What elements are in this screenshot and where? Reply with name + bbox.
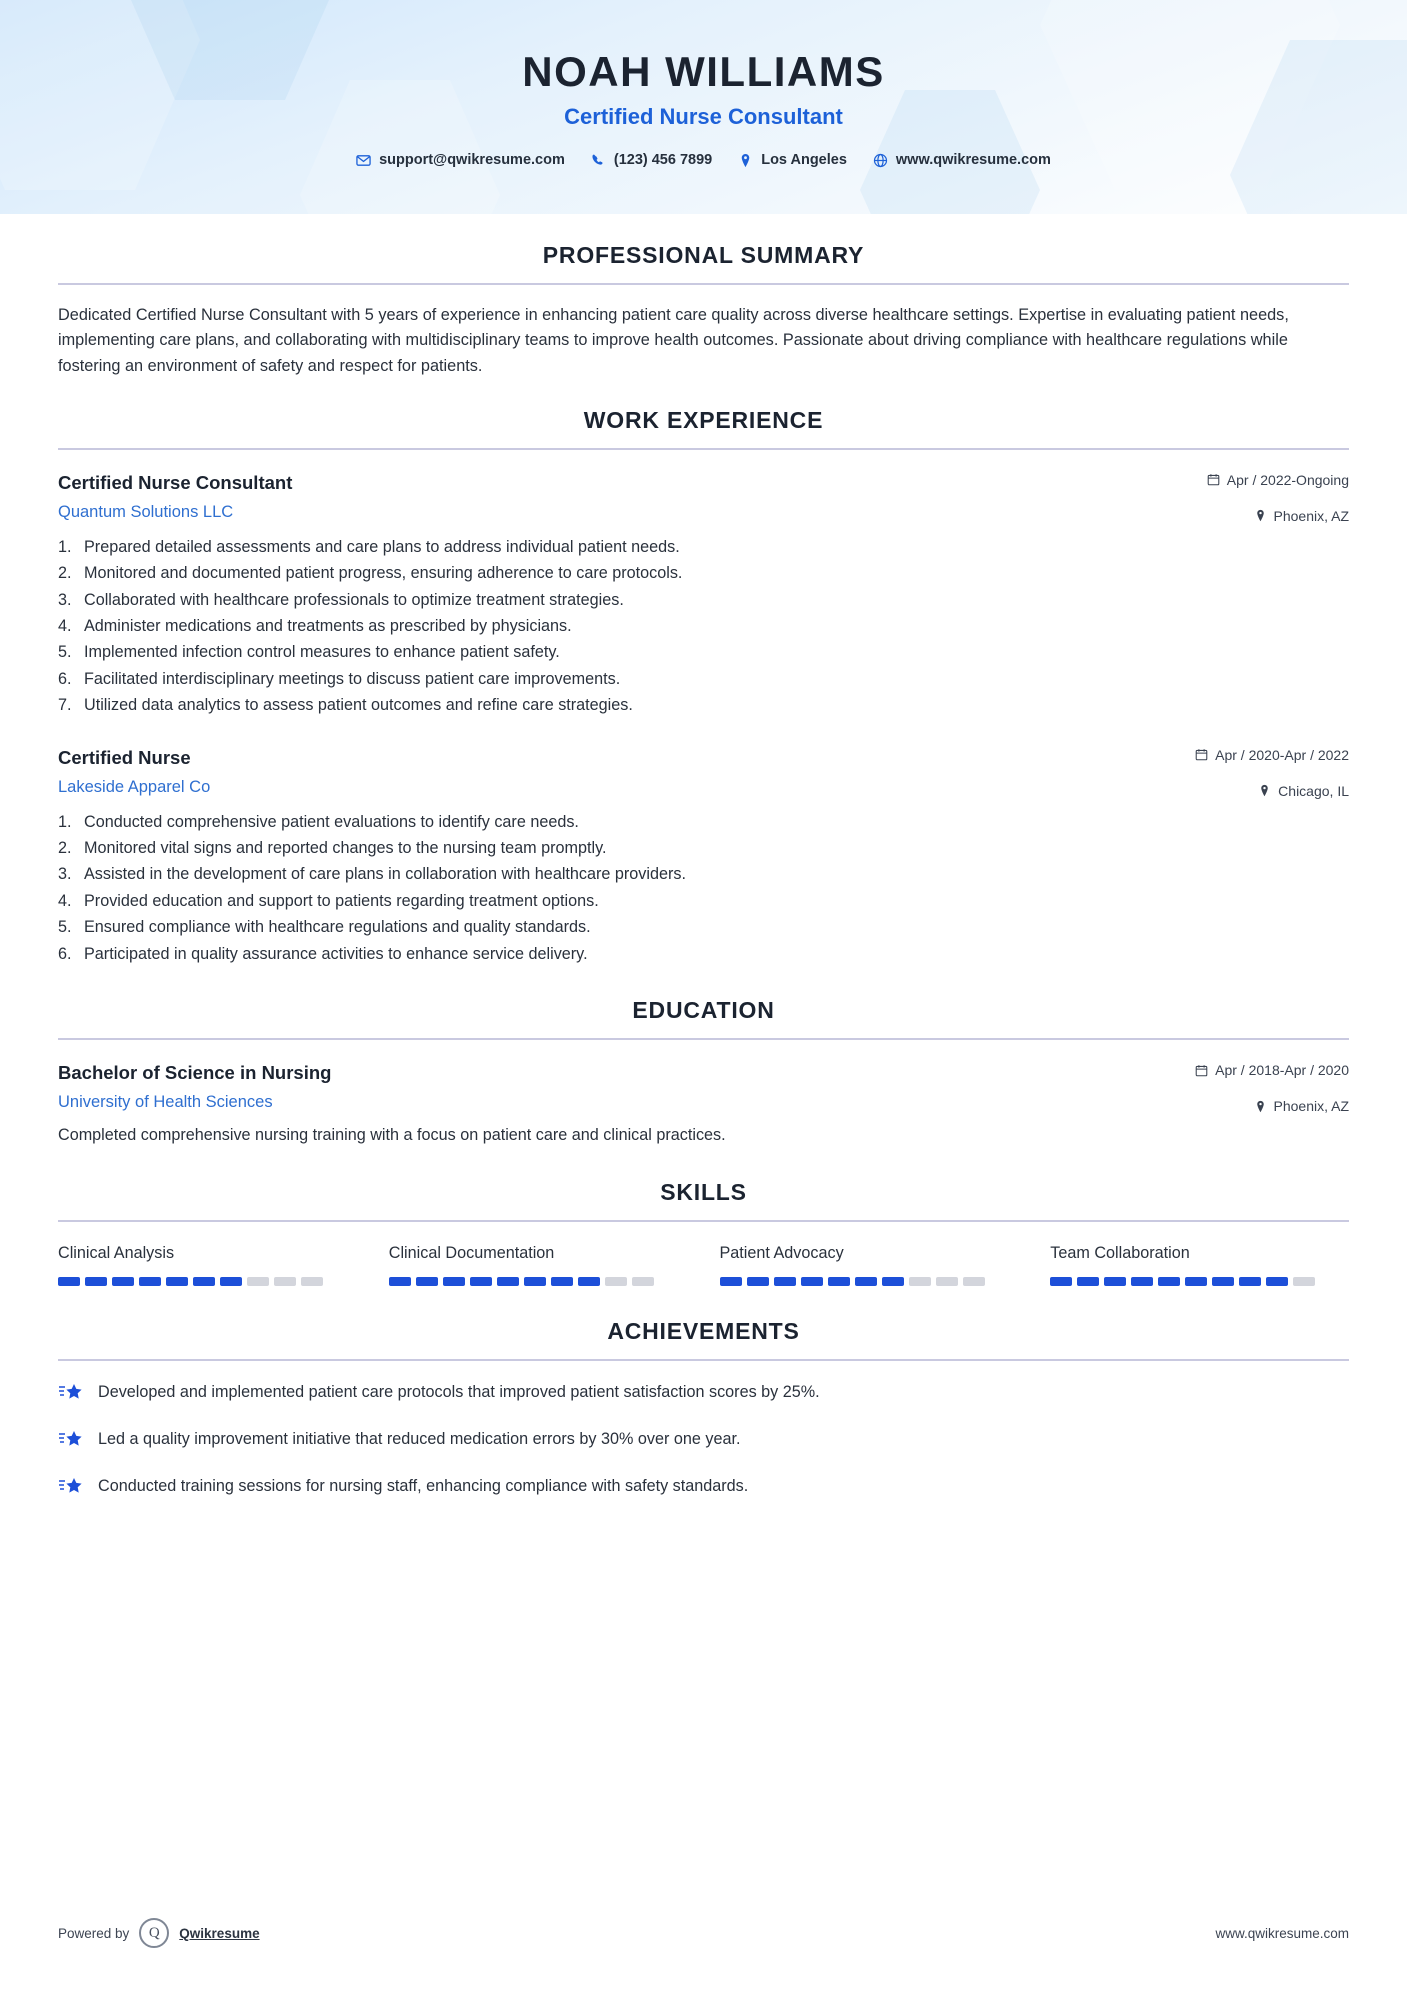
list-item: 3. Assisted in the development of care plans in collaboration with healthcare providers. [58,865,686,884]
section-divider [58,283,1349,285]
experience-location-text: Phoenix, AZ [1273,507,1349,524]
achievement-item [58,1475,1349,1500]
skill-rating [1050,1277,1349,1286]
star-icon [58,1476,84,1500]
experience-dates [1149,472,1349,488]
skill-item [720,1244,1019,1286]
skill-label: Clinical Documentation [388,1244,555,1263]
skill-item [389,1244,688,1286]
section-divider [58,1359,1349,1361]
skill-rating [720,1277,1019,1286]
experience-title: Certified Nurse Consultant [58,471,293,493]
map-pin-icon [738,153,753,168]
calendar-icon [1207,473,1220,486]
job-role-subtitle: Certified Nurse Consultant [564,104,843,129]
experience-item [58,747,1349,967]
list-item: 1. Conducted comprehensive patient evaluations to identify care needs. [58,812,579,831]
map-pin-icon [1254,509,1267,522]
section-heading: SKILLS [660,1179,747,1206]
list-item: 7. Utilized data analytics to assess patient outcomes and refine care strategies. [58,696,633,715]
section-divider [58,1220,1349,1222]
section-professional-summary [58,242,1349,379]
list-item: 2. Monitored vital signs and reported changes to the nursing team promptly. [58,839,607,857]
experience-dates [1149,747,1349,763]
star-icon [58,1429,84,1453]
section-heading: WORK EXPERIENCE [583,406,824,433]
section-heading: EDUCATION [632,997,775,1024]
section-divider [58,1038,1349,1040]
skill-label: Patient Advocacy [719,1244,844,1263]
skill-rating [389,1277,688,1286]
globe-icon [873,153,888,168]
contact-location[interactable] [738,152,847,168]
achievement-text: Led a quality improvement initiative that reduced medication errors by 30% over one year. [98,1430,741,1449]
powered-by-label: Powered by [58,1925,130,1941]
powered-by [58,1918,260,1948]
section-education [58,997,1349,1145]
list-item: 1. Prepared detailed assessments and care plans to address individual patient needs. [58,537,680,556]
list-item: 2. Monitored and documented patient progress, ensuring adherence to care protocols. [58,564,683,583]
envelope-icon [356,153,371,168]
page-footer [58,1918,1349,1948]
achievement-item [58,1428,1349,1453]
list-item: 6. Participated in quality assurance activities to enhance service delivery. [58,944,588,963]
experience-location [1149,783,1349,799]
experience-item [58,472,1349,719]
experience-company[interactable]: Lakeside Apparel Co [58,777,211,796]
education-description: Completed comprehensive nursing training with a focus on patient care and clinical practices. [58,1126,726,1145]
skill-rating [58,1277,357,1286]
education-dates [1149,1062,1349,1078]
section-skills [58,1179,1349,1286]
qwikresume-logo-icon: Q [139,1918,169,1948]
achievement-item [58,1381,1349,1406]
section-heading: PROFESSIONAL SUMMARY [542,242,865,268]
education-dates-text: Apr / 2018-Apr / 2020 [1215,1062,1349,1079]
star-icon [58,1382,84,1406]
contact-website[interactable] [873,152,1051,168]
list-item: 3. Collaborated with healthcare professionals to optimize treatment strategies. [58,590,624,609]
experience-title: Certified Nurse [58,746,191,768]
summary-text: Dedicated Certified Nurse Consultant with 5 years of experience in enhancing patient care quality across diverse healthcare settings. Expertise in evaluating patient needs, implementing care plans, and collaborating with multidisciplinary teams to improve health outcomes. Passionate about driving compliance with healthcare regulations while fostering an environment of safety and respect for patients. [58,306,1289,375]
calendar-icon [1195,748,1208,761]
contact-location-text: Los Angeles [761,152,847,168]
resume-header [0,0,1407,214]
education-degree: Bachelor of Science in Nursing [58,1062,332,1084]
experience-dates-text: Apr / 2022-Ongoing [1226,471,1349,488]
education-school[interactable]: University of Health Sciences [58,1093,273,1112]
phone-icon [591,153,606,168]
contact-email-text: support@qwikresume.com [379,152,565,168]
section-heading: ACHIEVEMENTS [607,1318,800,1345]
education-location [1149,1098,1349,1114]
experience-company[interactable]: Quantum Solutions LLC [58,502,234,521]
section-work-experience [58,407,1349,967]
section-achievements [58,1318,1349,1500]
contact-phone-text: (123) 456 7899 [613,152,713,168]
map-pin-icon [1254,1100,1267,1113]
achievements-list [58,1381,1349,1500]
page-title: NOAH WILLIAMS [522,48,885,95]
experience-dates-text: Apr / 2020-Apr / 2022 [1215,746,1349,763]
contact-email[interactable] [356,152,565,168]
list-item: 4. Administer medications and treatments as prescribed by physicians. [58,616,572,635]
map-pin-icon [1258,784,1271,797]
achievement-text: Conducted training sessions for nursing staff, enhancing compliance with safety standards. [98,1477,749,1496]
list-item: 5. Implemented infection control measures to enhance patient safety. [58,643,560,662]
section-divider [58,448,1349,450]
skills-grid [58,1244,1349,1286]
experience-location-text: Chicago, IL [1278,782,1349,799]
contact-phone[interactable] [591,152,712,168]
education-location-text: Phoenix, AZ [1273,1098,1349,1115]
list-item: 5. Ensured compliance with healthcare regulations and quality standards. [58,918,591,937]
skill-item [58,1244,357,1286]
contact-website-text: www.qwikresume.com [895,152,1051,168]
qwikresume-brand-link[interactable]: Qwikresume [179,1925,260,1941]
list-item: 4. Provided education and support to patients regarding treatment options. [58,891,599,910]
skill-label: Clinical Analysis [58,1244,175,1263]
achievement-text: Developed and implemented patient care protocols that improved patient satisfaction scores by 25%. [98,1383,820,1402]
skill-item [1050,1244,1349,1286]
footer-website[interactable]: www.qwikresume.com [1215,1925,1349,1941]
skill-label: Team Collaboration [1050,1244,1190,1263]
experience-bullets [58,534,1349,719]
calendar-icon [1195,1064,1208,1077]
experience-bullets [58,809,1349,967]
experience-location [1149,508,1349,524]
list-item: 6. Facilitated interdisciplinary meetings to discuss patient care improvements. [58,669,621,688]
education-item [58,1062,1349,1145]
contact-row [0,152,1407,168]
